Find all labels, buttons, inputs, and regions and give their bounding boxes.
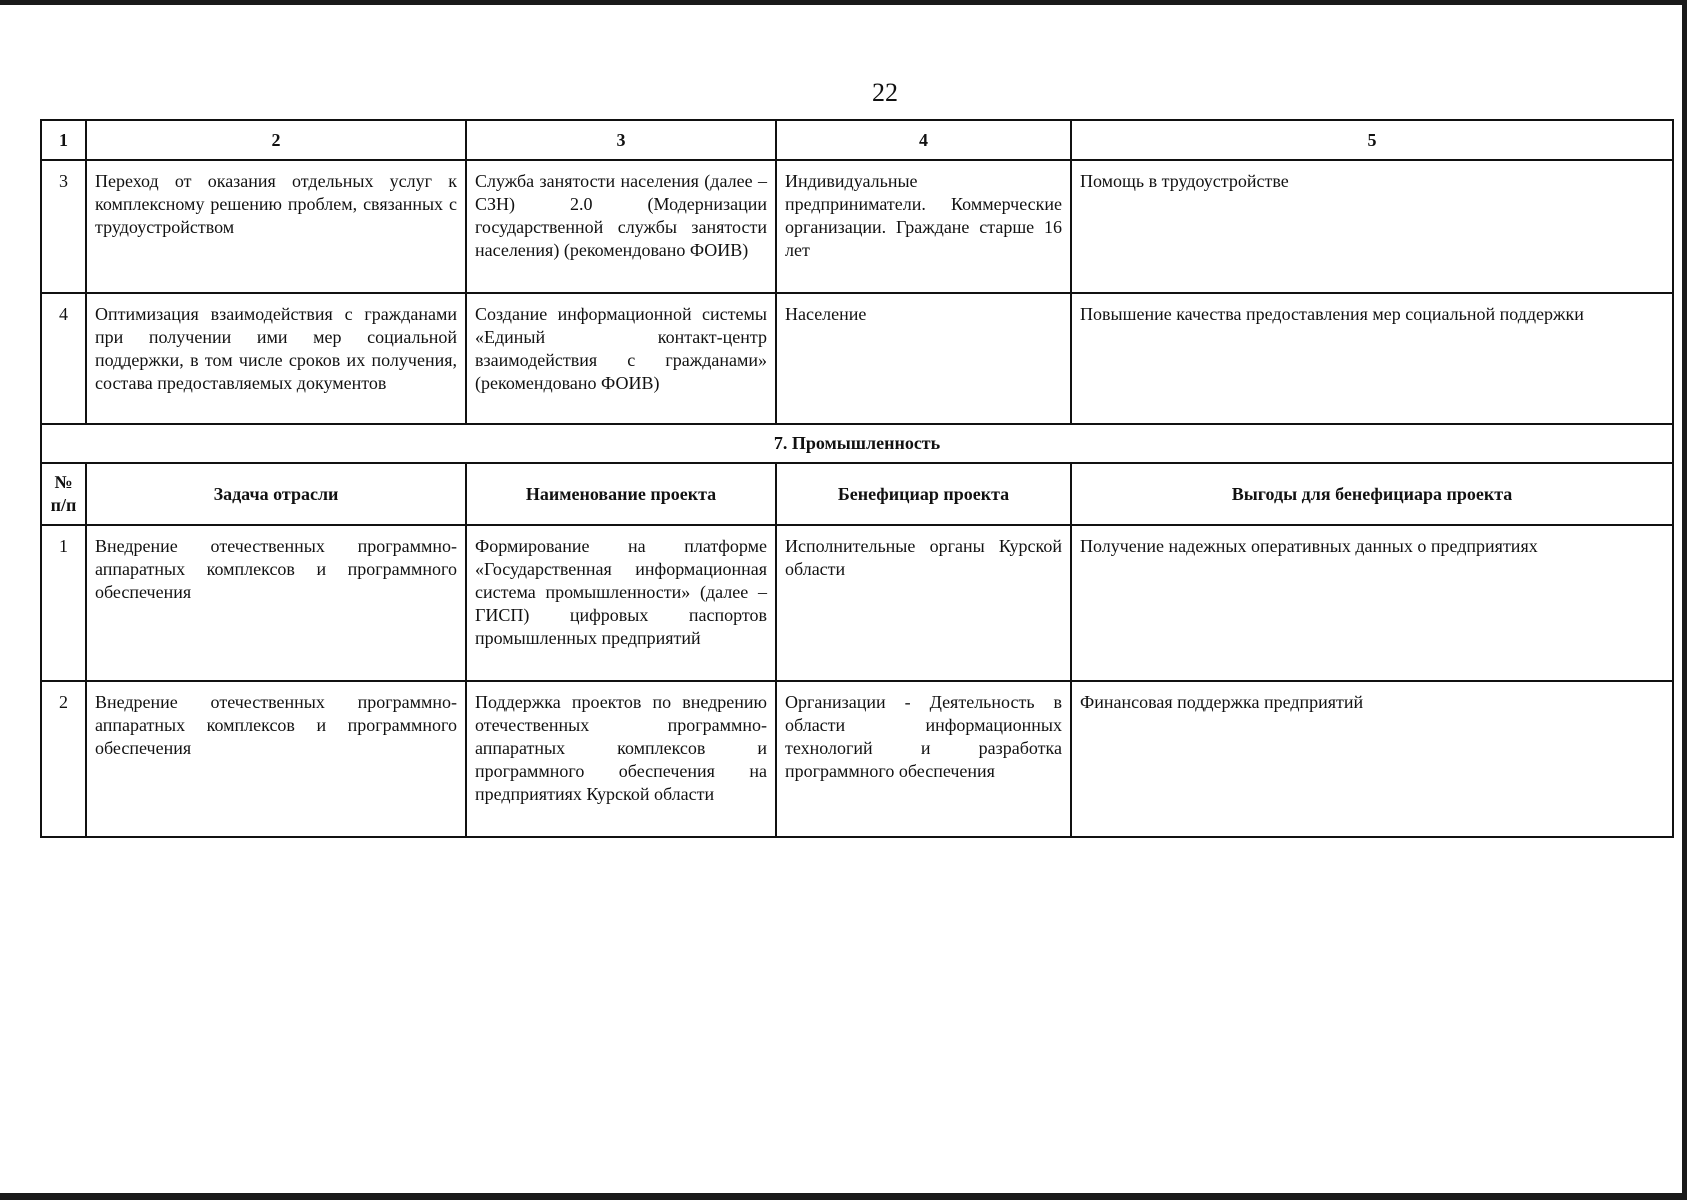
column-number: 3	[466, 120, 776, 160]
header-task: Задача отрасли	[86, 463, 466, 525]
page-number: 22	[872, 78, 898, 107]
table-row	[41, 525, 1673, 681]
header-benefits: Выгоды для бенефициара проекта	[1071, 463, 1673, 525]
column-number: 2	[86, 120, 466, 160]
column-number-row	[41, 120, 1673, 160]
row-number: 3	[41, 160, 86, 293]
benefits-cell: Финансовая поддержка предприятий	[1071, 681, 1673, 837]
task-cell: Оптимизация взаимодействия с гражданами при получении ими мер социальной поддержки, в том числе сроков их получения, состава предоставляемых документов	[86, 293, 466, 424]
benefits-cell: Получение надежных оперативных данных о предприятиях	[1071, 525, 1673, 681]
table-row	[41, 681, 1673, 837]
header-project: Наименование проекта	[466, 463, 776, 525]
table-row	[41, 293, 1673, 424]
task-cell: Переход от оказания отдельных услуг к комплексному решению проблем, связанных с трудоустройством	[86, 160, 466, 293]
project-cell: Формирование на платформе «Государственная информационная система промышленности» (далее –ГИСП) цифровых паспортов промышленных предприятий	[466, 525, 776, 681]
header-beneficiary: Бенефициар проекта	[776, 463, 1071, 525]
beneficiary-cell: Индивидуальные предприниматели. Коммерческие организации. Граждане старше 16 лет	[776, 160, 1071, 293]
row-number: 2	[41, 681, 86, 837]
projects-table	[40, 119, 1674, 838]
beneficiary-cell: Исполнительные органы Курской области	[776, 525, 1071, 681]
benefits-cell: Повышение качества предоставления мер социальной поддержки	[1071, 293, 1673, 424]
column-number: 5	[1071, 120, 1673, 160]
scan-border-right	[1682, 0, 1687, 1200]
row-number: 1	[41, 525, 86, 681]
project-cell: Поддержка проектов по внедрению отечественных программно-аппаратных комплексов и программного обеспечения на предприятиях Курской области	[466, 681, 776, 837]
beneficiary-cell: Население	[776, 293, 1071, 424]
section-row	[41, 424, 1673, 463]
column-number: 1	[41, 120, 86, 160]
project-cell: Служба занятости населения (далее – СЗН) 2.0 (Модернизации государственной службы занятости населения) (рекомендовано ФОИВ)	[466, 160, 776, 293]
header-num: № п/п	[41, 463, 86, 525]
beneficiary-cell: Организации - Деятельность в области информационных технологий и разработка программного обеспечения	[776, 681, 1071, 837]
scan-border-top	[0, 0, 1687, 5]
task-cell: Внедрение отечественных программно-аппаратных комплексов и программного обеспечения	[86, 525, 466, 681]
project-cell: Создание информационной системы «Единый контакт-центр взаимодействия с гражданами» (рекомендовано ФОИВ)	[466, 293, 776, 424]
row-number: 4	[41, 293, 86, 424]
scan-border-bottom	[0, 1193, 1687, 1200]
table-row	[41, 160, 1673, 293]
column-number: 4	[776, 120, 1071, 160]
section-title: 7. Промышленность	[41, 424, 1673, 463]
benefits-cell: Помощь в трудоустройстве	[1071, 160, 1673, 293]
task-cell: Внедрение отечественных программно-аппаратных комплексов и программного обеспечения	[86, 681, 466, 837]
header-row	[41, 463, 1673, 525]
